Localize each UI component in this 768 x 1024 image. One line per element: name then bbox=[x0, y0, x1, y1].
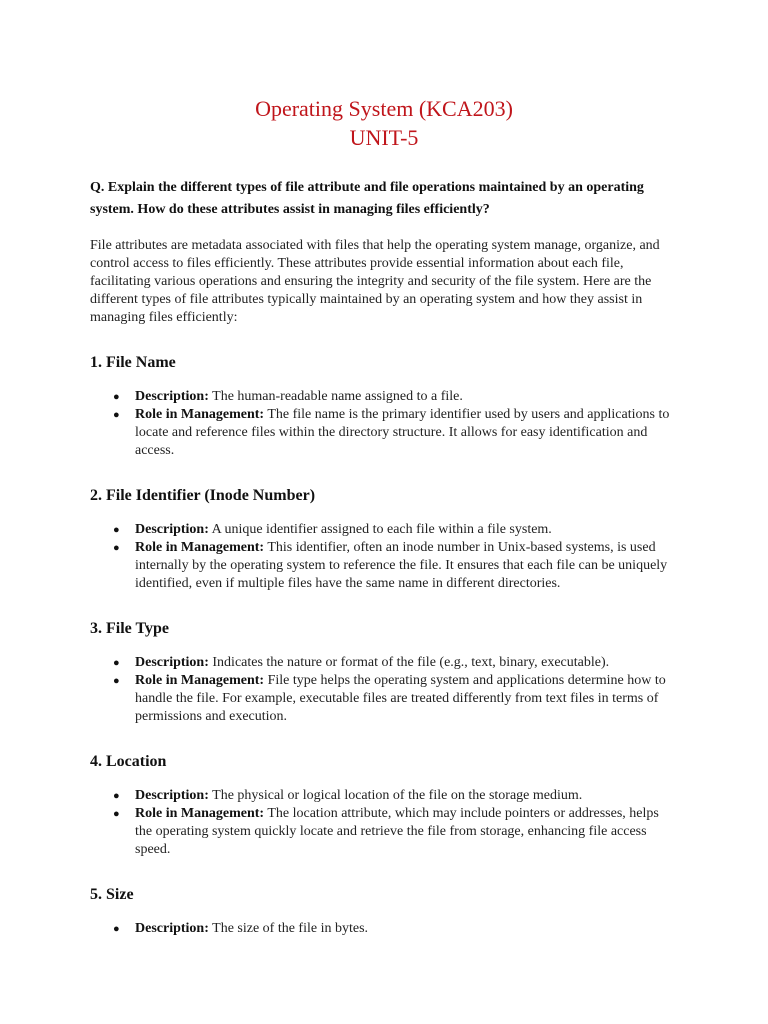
section-heading: 1. File Name bbox=[90, 354, 176, 371]
attribute-sections bbox=[90, 353, 678, 938]
bullet-text: The human-readable name assigned to a file. bbox=[208, 389, 463, 404]
bullet-list bbox=[90, 388, 678, 460]
bullet-label: Role in Management: bbox=[135, 673, 265, 688]
bullet-label: Description: bbox=[135, 655, 209, 670]
bullet-icon: ● bbox=[113, 524, 120, 536]
bullet-icon: ● bbox=[113, 808, 120, 820]
bullet-label: Description: bbox=[135, 389, 209, 404]
bullet-text: The file name is the primary identifier used by users and applications to locate and reference files within the directory structure. It allows for easy identification and access. bbox=[135, 407, 670, 458]
bullet-label: Role in Management: bbox=[135, 806, 265, 821]
bullet-list bbox=[90, 521, 678, 593]
bullet-text: This identifier, often an inode number in Unix-based systems, is used internally by the operating system to reference the file. It ensures that each file can be uniquely identified, even if multiple files have the same name in different directories. bbox=[135, 540, 668, 591]
section-heading: 3. File Type bbox=[90, 620, 169, 637]
bullet-icon: ● bbox=[113, 391, 120, 403]
bullet-icon: ● bbox=[113, 409, 120, 421]
list-item bbox=[113, 654, 678, 672]
bullet-list bbox=[90, 654, 678, 726]
bullet-text: The size of the file in bytes. bbox=[208, 921, 369, 936]
bullet-label: Description: bbox=[135, 921, 209, 936]
list-item bbox=[113, 406, 678, 460]
bullet-icon: ● bbox=[113, 675, 120, 687]
bullet-label: Description: bbox=[135, 788, 209, 803]
bullet-text: A unique identifier assigned to each file within a file system. bbox=[208, 522, 552, 537]
list-item bbox=[113, 787, 678, 805]
bullet-icon: ● bbox=[113, 657, 120, 669]
bullet-label: Description: bbox=[135, 522, 209, 537]
course-title: Operating System (KCA203) bbox=[255, 96, 513, 121]
unit-title: UNIT-5 bbox=[349, 125, 419, 150]
bullet-label: Role in Management: bbox=[135, 540, 265, 555]
bullet-text: The physical or logical location of the file on the storage medium. bbox=[208, 788, 583, 803]
list-item bbox=[113, 805, 678, 859]
bullet-list bbox=[90, 787, 678, 859]
question-text: Q. Explain the different types of file attribute and file operations maintained by an operating system. How do these attributes assist in managing files efficiently? bbox=[90, 180, 644, 217]
bullet-text: File type helps the operating system and applications determine how to handle the file. For example, executable files are treated differently from text files in terms of permissions and execution. bbox=[135, 673, 666, 724]
list-item bbox=[113, 388, 678, 406]
bullet-text: Indicates the nature or format of the file (e.g., text, binary, executable). bbox=[208, 655, 610, 670]
section-heading: 5. Size bbox=[90, 886, 134, 903]
bullet-list bbox=[90, 920, 678, 938]
bullet-icon: ● bbox=[113, 542, 120, 554]
bullet-label: Role in Management: bbox=[135, 407, 265, 422]
section-heading: 2. File Identifier (Inode Number) bbox=[90, 487, 316, 504]
section-heading: 4. Location bbox=[90, 753, 167, 770]
bullet-text: The location attribute, which may include pointers or addresses, helps the operating system quickly locate and retrieve the file from storage, enhancing file access speed. bbox=[135, 806, 659, 857]
document-title bbox=[90, 0, 678, 152]
bullet-icon: ● bbox=[113, 790, 120, 802]
list-item bbox=[113, 539, 678, 593]
bullet-icon: ● bbox=[113, 923, 120, 935]
list-item bbox=[113, 920, 678, 938]
list-item bbox=[113, 521, 678, 539]
intro-paragraph: File attributes are metadata associated with files that help the operating system manage, organize, and control access to files efficiently. These attributes provide essential information about each file, facilitating various operations and ensuring the integrity and security of the file system. Here are the different types of file attributes typically maintained by an operating system and how they assist in managing files efficiently: bbox=[90, 238, 660, 325]
list-item bbox=[113, 672, 678, 726]
